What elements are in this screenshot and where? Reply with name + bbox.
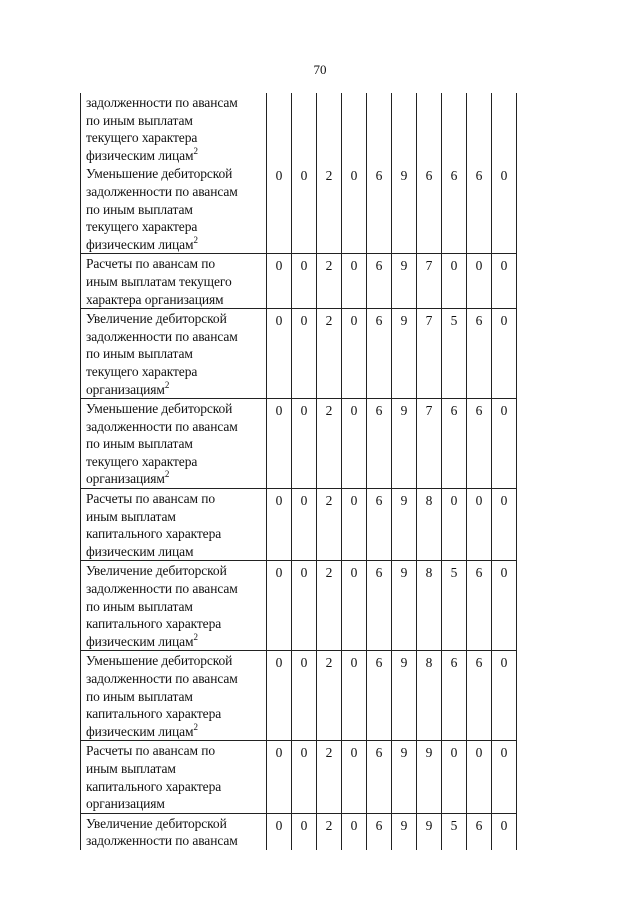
code-digit-cell: 9: [417, 813, 442, 850]
code-digit-cell: 0: [292, 651, 317, 741]
code-digit-cell: 0: [342, 164, 367, 253]
code-digit-cell: 2: [317, 489, 342, 561]
code-digit-cell: 8: [417, 561, 442, 651]
code-digit-cell: 0: [492, 399, 517, 489]
code-digit-cell: [492, 93, 517, 164]
code-digit-cell: 0: [342, 399, 367, 489]
code-digit-cell: [467, 93, 492, 164]
row-label-line: организациям: [86, 796, 165, 812]
code-digit-cell: 0: [292, 561, 317, 651]
page-number: 70: [313, 62, 327, 77]
row-label-line: по иным выплатам: [86, 436, 193, 452]
code-digit-cell: 7: [417, 309, 442, 399]
row-label-line: физическим лицам: [86, 543, 194, 559]
table-row: [81, 309, 517, 399]
code-digit-cell: 0: [342, 309, 367, 399]
row-label-line: физическим лицам$^2$: [86, 234, 198, 252]
code-digit-cell: [317, 93, 342, 164]
code-digit-cell: 6: [367, 309, 392, 399]
code-digit-cell: 2: [317, 741, 342, 813]
code-digit-cell: 0: [267, 741, 292, 813]
code-digit-cell: [367, 93, 392, 164]
row-label: [81, 561, 267, 651]
code-digit-cell: 0: [492, 813, 517, 850]
row-label-line: текущего характера: [86, 130, 198, 146]
row-label-line: задолженности по авансам: [86, 328, 238, 344]
row-label-line: задолженности по авансам: [86, 833, 238, 849]
code-digit-cell: 0: [267, 489, 292, 561]
row-label-line: физическим лицам$^2$: [86, 721, 198, 739]
table-row: [81, 741, 517, 813]
code-digit-cell: 0: [292, 254, 317, 309]
code-digit-cell: 6: [442, 651, 467, 741]
row-label-line: капитального характера: [86, 526, 222, 542]
footnote-marker: 2: [193, 145, 198, 156]
code-digit-cell: 0: [267, 561, 292, 651]
row-label: [81, 309, 267, 399]
code-digit-cell: [392, 93, 417, 164]
row-label-line: текущего характера: [86, 219, 198, 235]
code-digit-cell: 9: [417, 741, 442, 813]
row-label-line: текущего характера: [86, 363, 198, 379]
code-digit-cell: 0: [292, 741, 317, 813]
row-label-line: иным выплатам: [86, 508, 176, 524]
footnote-marker: 2: [164, 379, 170, 390]
code-digit-cell: 5: [442, 561, 467, 651]
code-digit-cell: 0: [267, 813, 292, 850]
row-label-line: по иным выплатам: [86, 201, 193, 217]
table-row: [81, 489, 517, 561]
code-digit-cell: 9: [392, 561, 417, 651]
code-digit-cell: 9: [392, 489, 417, 561]
code-digit-cell: 6: [367, 651, 392, 741]
row-label-line: капитального характера: [86, 616, 222, 632]
code-digit-cell: 6: [467, 309, 492, 399]
code-digit-cell: 6: [367, 164, 392, 253]
code-digit-cell: 6: [367, 399, 392, 489]
code-digit-cell: [417, 93, 442, 164]
code-digit-cell: 9: [392, 651, 417, 741]
table-row: [81, 254, 517, 309]
row-label-line: задолженности по авансам: [86, 581, 238, 597]
code-digit-cell: 0: [492, 741, 517, 813]
table-row: [81, 93, 517, 164]
row-label: [81, 254, 267, 309]
code-digit-cell: 6: [442, 164, 467, 253]
code-digit-cell: 6: [467, 164, 492, 253]
row-label-line: текущего характера: [86, 453, 198, 469]
code-digit-cell: 0: [292, 164, 317, 253]
row-label-line: Расчеты по авансам по: [86, 743, 216, 759]
code-digit-cell: 0: [267, 309, 292, 399]
row-label-line: по иным выплатам: [86, 688, 193, 704]
row-label: [81, 813, 267, 850]
code-digit-cell: 6: [417, 164, 442, 253]
code-digit-cell: 0: [342, 489, 367, 561]
code-digit-cell: 0: [442, 489, 467, 561]
code-digit-cell: 0: [492, 489, 517, 561]
code-digit-cell: 2: [317, 254, 342, 309]
code-digit-cell: 2: [317, 164, 342, 253]
code-digit-cell: [267, 93, 292, 164]
row-label-line: физическим лицам$^2$: [86, 631, 198, 649]
row-label: [81, 164, 267, 253]
code-digit-cell: 0: [342, 741, 367, 813]
code-digit-cell: 0: [492, 164, 517, 253]
code-digit-cell: 5: [442, 309, 467, 399]
footnote-marker: 2: [193, 721, 198, 732]
code-digit-cell: 0: [292, 399, 317, 489]
code-digit-cell: 6: [367, 813, 392, 850]
table-row: [81, 164, 517, 253]
code-digit-cell: 9: [392, 164, 417, 253]
row-label-line: Увеличение дебиторской: [86, 815, 227, 831]
row-label: [81, 399, 267, 489]
code-digit-cell: 0: [292, 813, 317, 850]
footnote-marker: 2: [193, 631, 198, 642]
footnote-marker: 2: [193, 234, 198, 245]
code-digit-cell: 9: [392, 309, 417, 399]
row-label-line: по иным выплатам: [86, 598, 193, 614]
code-digit-cell: 0: [492, 309, 517, 399]
row-label-line: капитального характера: [86, 706, 222, 722]
code-digit-cell: 0: [292, 309, 317, 399]
code-digit-cell: 0: [267, 164, 292, 253]
row-label-line: капитального характера: [86, 778, 222, 794]
code-digit-cell: 0: [467, 254, 492, 309]
code-digit-cell: 0: [492, 561, 517, 651]
code-digit-cell: 0: [267, 651, 292, 741]
row-label-line: организациям$^2$: [86, 469, 170, 487]
row-label-line: физическим лицам$^2$: [86, 145, 198, 163]
code-digit-cell: 6: [442, 399, 467, 489]
code-digit-cell: 9: [392, 813, 417, 850]
row-label-line: задолженности по авансам: [86, 95, 238, 110]
code-digit-cell: 6: [467, 399, 492, 489]
table-row: [81, 813, 517, 850]
code-digit-cell: 0: [442, 254, 467, 309]
code-digit-cell: 7: [417, 254, 442, 309]
code-digit-cell: 2: [317, 651, 342, 741]
code-digit-cell: 0: [267, 254, 292, 309]
code-digit-cell: 6: [467, 561, 492, 651]
code-digit-cell: 9: [392, 399, 417, 489]
row-label-line: Расчеты по авансам по: [86, 256, 216, 272]
row-label: [81, 741, 267, 813]
code-digit-cell: 6: [467, 813, 492, 850]
code-digit-cell: 8: [417, 651, 442, 741]
code-digit-cell: 0: [492, 651, 517, 741]
row-label-line: задолженности по авансам: [86, 671, 238, 686]
row-label-line: Уменьшение дебиторской: [86, 401, 233, 417]
code-digit-cell: 0: [492, 254, 517, 309]
row-label-line: Уменьшение дебиторской: [86, 653, 233, 669]
code-digit-cell: 0: [342, 254, 367, 309]
code-table: [80, 93, 517, 850]
code-digit-cell: 0: [442, 741, 467, 813]
row-label-line: иным выплатам: [86, 760, 176, 776]
code-digit-cell: 7: [417, 399, 442, 489]
code-digit-cell: 9: [392, 254, 417, 309]
code-digit-cell: [442, 93, 467, 164]
row-label-line: иным выплатам текущего: [86, 273, 232, 289]
code-digit-cell: 6: [367, 489, 392, 561]
code-digit-cell: 2: [317, 309, 342, 399]
code-digit-cell: 2: [317, 561, 342, 651]
table-row: [81, 399, 517, 489]
code-digit-cell: 8: [417, 489, 442, 561]
row-label-line: Расчеты по авансам по: [86, 491, 216, 507]
code-digit-cell: 0: [467, 741, 492, 813]
row-label-line: организациям$^2$: [86, 379, 170, 397]
code-digit-cell: [342, 93, 367, 164]
row-label: [81, 93, 267, 164]
code-digit-cell: 2: [317, 399, 342, 489]
code-digit-cell: [292, 93, 317, 164]
row-label: [81, 489, 267, 561]
code-digit-cell: 6: [367, 254, 392, 309]
code-digit-cell: 0: [342, 651, 367, 741]
code-digit-cell: 0: [267, 399, 292, 489]
code-digit-cell: 6: [367, 741, 392, 813]
code-digit-cell: 6: [467, 651, 492, 741]
code-digit-cell: 0: [342, 561, 367, 651]
code-digit-cell: 0: [342, 813, 367, 850]
table-row: [81, 651, 517, 741]
row-label-line: задолженности по авансам: [86, 183, 238, 199]
row-label-line: Увеличение дебиторской: [86, 563, 227, 579]
row-label-line: Увеличение дебиторской: [86, 311, 227, 327]
code-digit-cell: 5: [442, 813, 467, 850]
code-digit-cell: 2: [317, 813, 342, 850]
row-label-line: по иным выплатам: [86, 112, 193, 128]
row-label: [81, 651, 267, 741]
footnote-marker: 2: [164, 469, 170, 480]
code-digit-cell: 9: [392, 741, 417, 813]
row-label-line: характера организациям: [86, 291, 224, 307]
row-label-line: Уменьшение дебиторской: [86, 166, 233, 182]
row-label-line: задолженности по авансам: [86, 418, 238, 434]
row-label-line: по иным выплатам: [86, 346, 193, 362]
table-row: [81, 561, 517, 651]
code-digit-cell: 6: [367, 561, 392, 651]
code-digit-cell: 0: [467, 489, 492, 561]
code-digit-cell: 0: [292, 489, 317, 561]
